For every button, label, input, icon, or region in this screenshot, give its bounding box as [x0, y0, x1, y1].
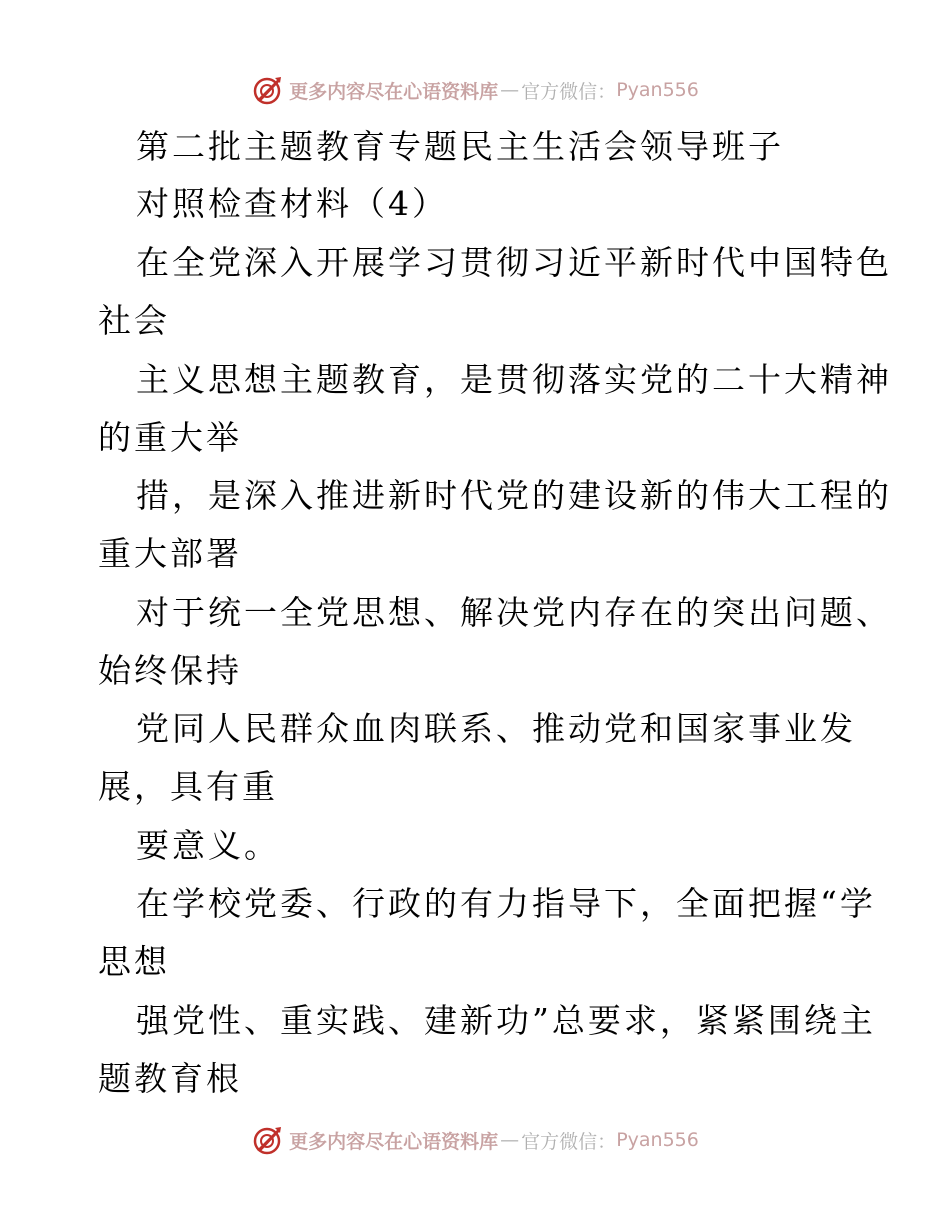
paragraph-line: 在学校党委、行政的有力指导下，全面把握“学: [136, 884, 876, 923]
paragraph-line: 思想: [98, 942, 170, 981]
paragraph-line: 强党性、重实践、建新功”总要求，紧紧围绕主: [136, 1001, 876, 1040]
header-watermark: [0, 70, 950, 110]
document-title-line-1: 第二批主题教育专题民主生活会领导班子: [136, 127, 784, 166]
paragraph-line: 始终保持: [98, 651, 242, 690]
paragraph-line: 要意义。: [136, 826, 280, 865]
banner-library-text: 更多内容尽在心语资料库: [289, 1130, 499, 1153]
document-title-line-2: 对照检查材料（4）: [136, 184, 448, 223]
paragraph-line: 措，是深入推进新时代党的建设新的伟大工程的: [136, 476, 892, 515]
brand-logo-icon: [251, 1124, 283, 1156]
banner-separator: —: [500, 79, 520, 101]
banner-library-text: 更多内容尽在心语资料库: [289, 80, 499, 103]
paragraph-line: 党同人民群众血肉联系、推动党和国家事业发: [136, 709, 856, 748]
footer-watermark: [0, 1120, 950, 1160]
paragraph-line: 对于统一全党思想、解决党内存在的突出问题、: [136, 593, 892, 632]
banner-contact-label: 官方微信：: [521, 80, 617, 103]
paragraph-line: 的重大举: [98, 418, 242, 457]
paragraph-line: 在全党深入开展学习贯彻习近平新时代中国特色: [136, 243, 892, 282]
brand-logo-icon: [251, 74, 283, 106]
paragraph-line: 主义思想主题教育，是贯彻落实党的二十大精神: [136, 360, 892, 399]
paragraph-line: 重大部署: [98, 534, 242, 573]
banner-wechat-id: Pyan556: [616, 79, 699, 101]
banner-wechat-id: Pyan556: [616, 1129, 699, 1151]
paragraph-line: 展，具有重: [98, 767, 278, 806]
banner-separator: —: [500, 1129, 520, 1151]
paragraph-line: 社会: [98, 301, 170, 340]
paragraph-line: 题教育根: [98, 1059, 242, 1098]
banner-contact-label: 官方微信：: [521, 1130, 617, 1153]
